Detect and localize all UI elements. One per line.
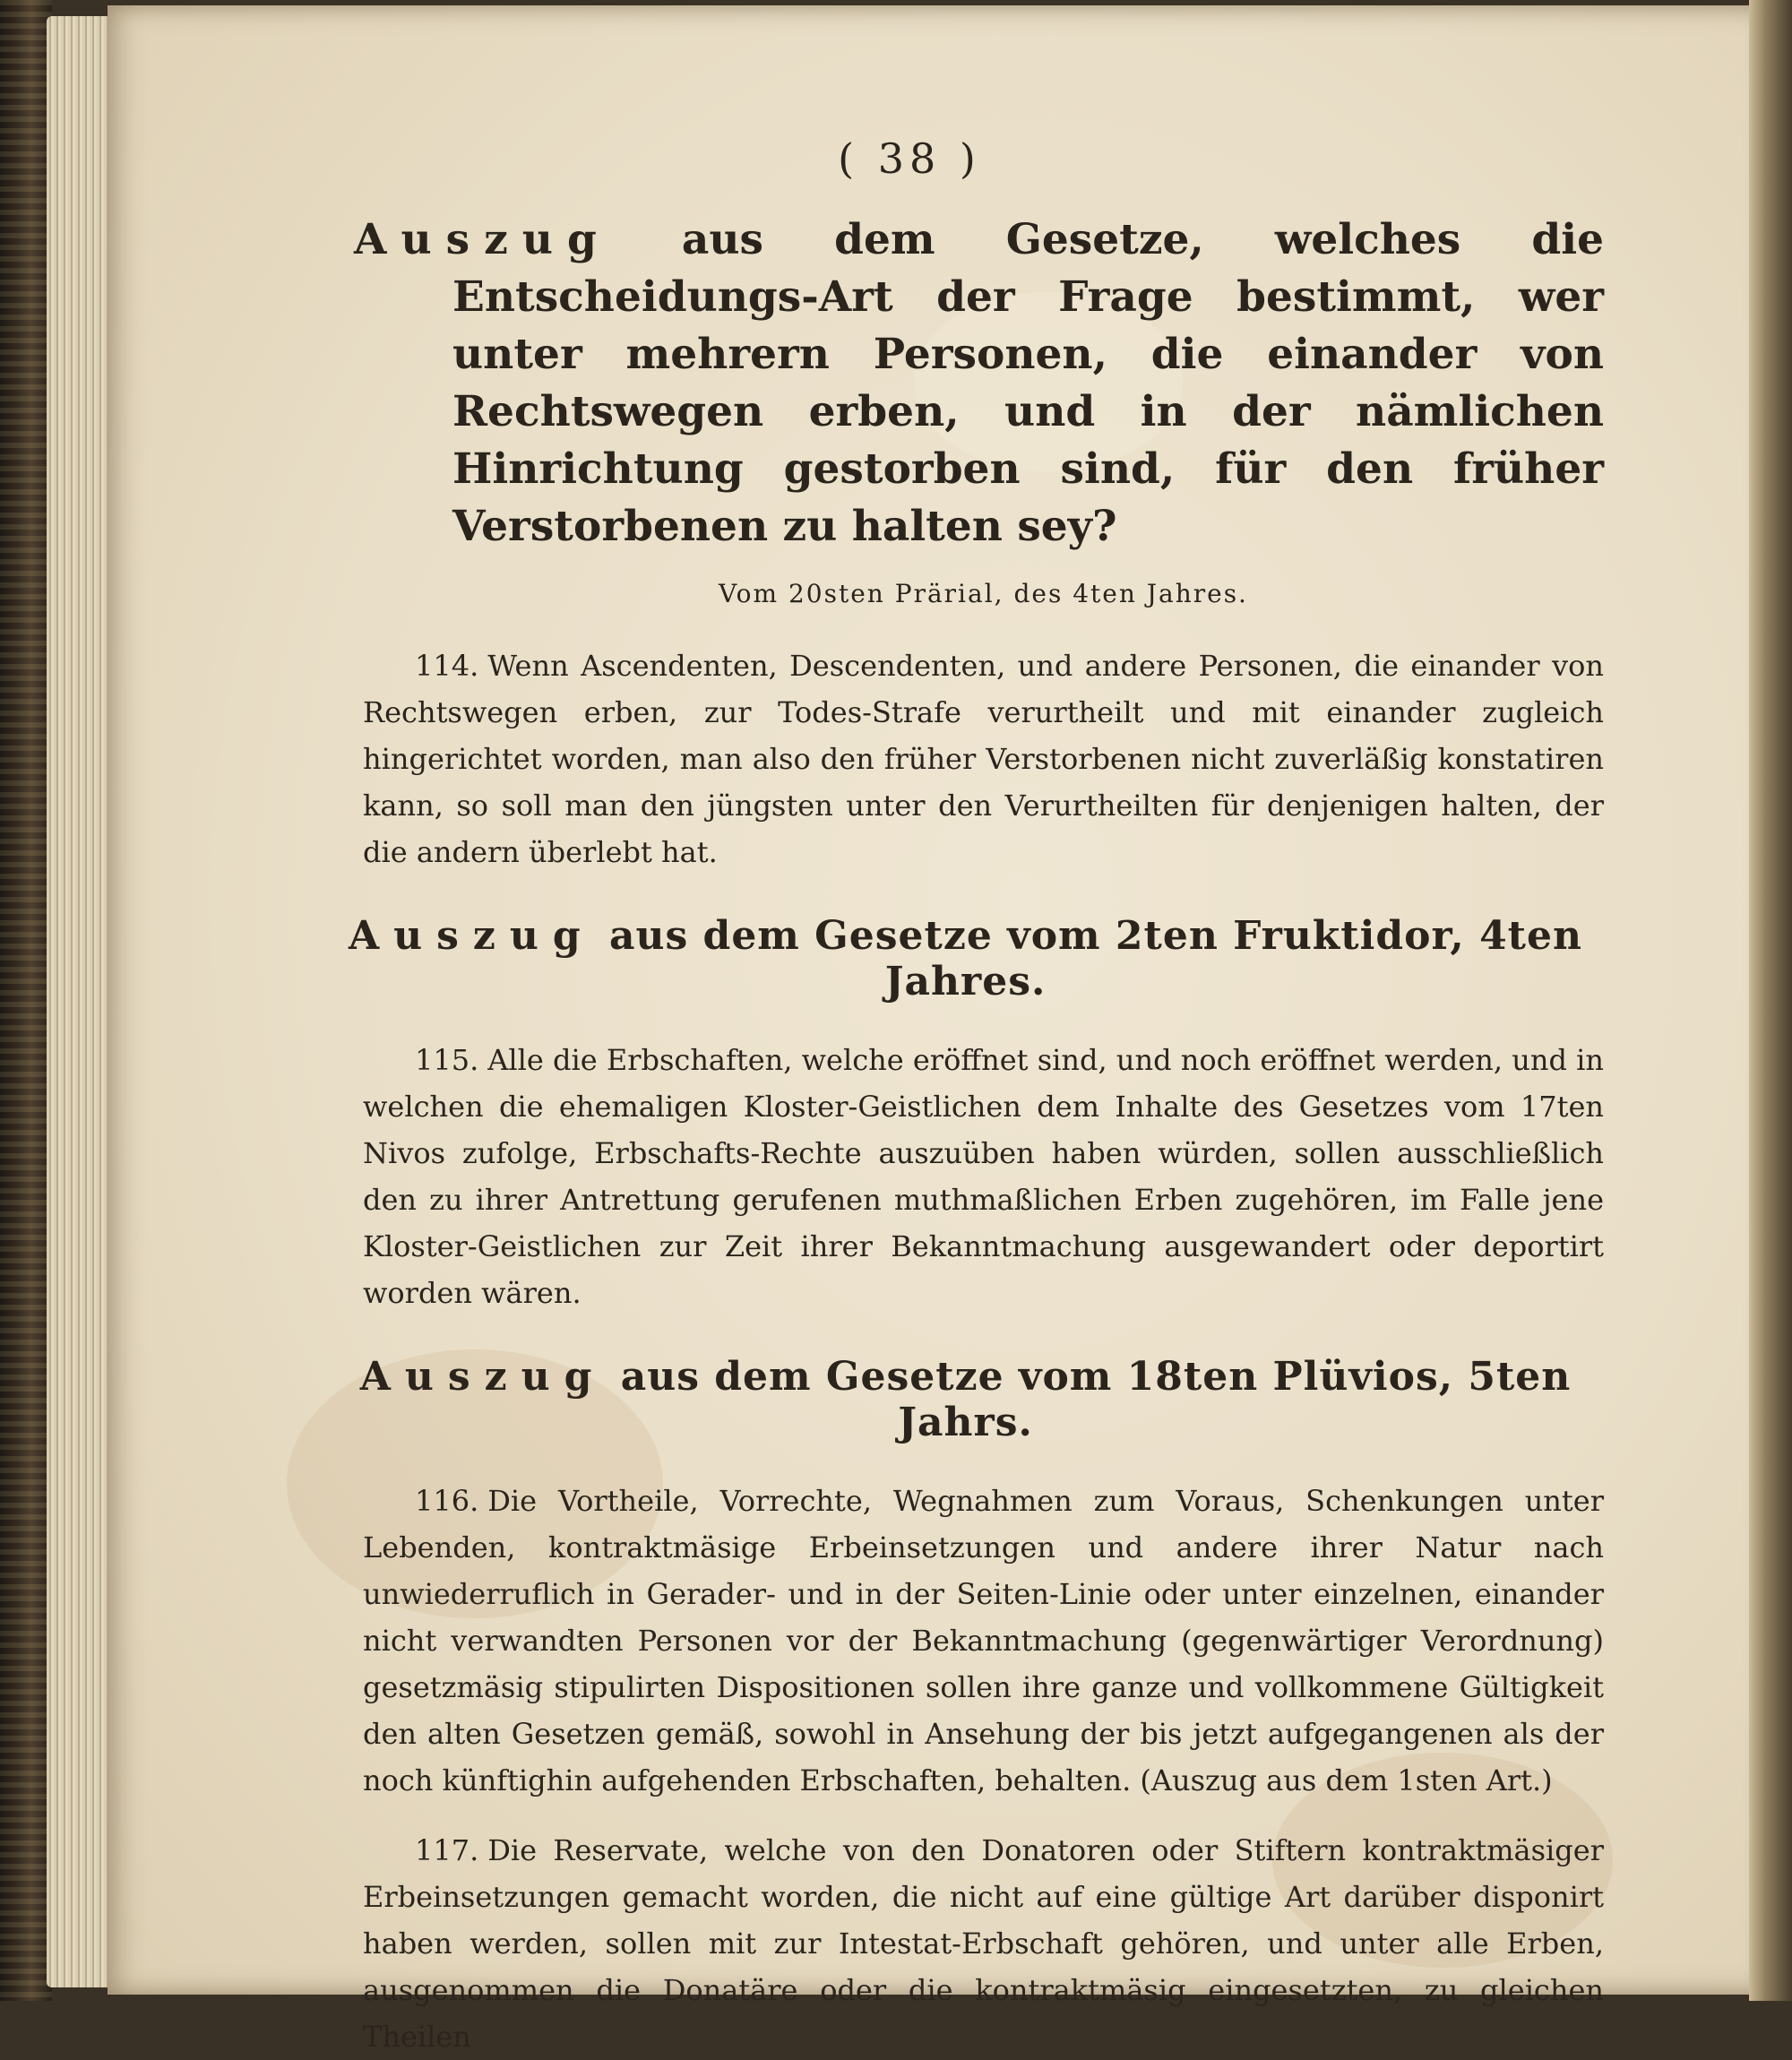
book-binding bbox=[0, 0, 52, 2001]
title-text: aus dem Gesetze, welches die Entscheidungs-Art der Frage bestimmt, wer unter mehrern Personen, die einander von Rechtswegen erben, und in der nämlichen Hinrichtung gestorben sind, für den früher Verstorbenen zu halten sey? bbox=[452, 215, 1604, 551]
paragraph-text: Alle die Erbschaften, welche eröffnet sind, und noch eröffnet werden, und in welchen die ehemaligen Kloster-Geistlichen dem Inhalte des Gesetzes vom 17ten Nivos zufolge, Erbschafts-Rechte auszuüben haben würden, sollen ausschließlich den zu ihrer Antrettung gerufenen muthmaßlichen Erben zugehören, im Falle jene Kloster-Geistlichen zur Zeit ihrer Bekanntmachung ausgewandert oder deportirt worden wären. bbox=[363, 1043, 1604, 1310]
page-content bbox=[348, 134, 1604, 2060]
paragraph-number: 115. bbox=[415, 1043, 479, 1077]
section-title bbox=[354, 211, 1604, 556]
paragraph-115 bbox=[363, 1037, 1604, 1316]
paragraph-114 bbox=[363, 642, 1604, 875]
paragraph-text: Wenn Ascendenten, Descendenten, und andere Personen, die einander von Rechtswegen erben, zur Todes-Strafe verurtheilt und mit einander zugleich hingerichtet worden, man also den früher Verstorbenen nicht zuverläßig konstatiren kann, so soll man den jüngsten unter den Verurtheilten für denjenigen halten, der die andern überlebt hat. bbox=[363, 649, 1604, 869]
paragraph-text: Die Reservate, welche von den Donatoren oder Stiftern kontraktmäsiger Erbeinsetzungen gemacht worden, die nicht auf eine gültige Art darüber disponirt haben werden, sollen mit zur Intestat-Erbschaft gehören, und unter alle Erben, ausgenommen die Donatäre oder die kontraktmäsig eingesetzten, zu gleichen Theilen bbox=[363, 1833, 1604, 2054]
dateline: Vom 20sten Prärial, des 4ten Jahres. bbox=[719, 579, 1248, 608]
heading-text: aus dem Gesetze vom 2ten Fruktidor, 4ten Jahres. bbox=[594, 913, 1582, 1004]
section-heading-fruktidor bbox=[327, 913, 1604, 1004]
page-number: ( 38 ) bbox=[838, 134, 981, 183]
heading-text: aus dem Gesetze vom 18ten Plüvios, 5ten Jahrs. bbox=[606, 1354, 1572, 1445]
paragraph-number: 116. bbox=[415, 1484, 479, 1518]
paragraph-117 bbox=[363, 1827, 1604, 2060]
paragraph-text: Die Vortheile, Vorrechte, Wegnahmen zum Voraus, Schenkungen unter Lebenden, kontraktmäsige Erbeinsetzungen und andere ihrer Natur nach unwiederruflich in Gerader- und in der Seiten-Linie oder unter einzelnen, einander nicht verwandten Personen vor der Bekanntmachung (gegenwärtiger Verordnung) gesetzmäsig stipulirten Dispositionen sollen ihre ganze und vollkommene Gültigkeit den alten Gesetzen gemäß, sowohl in Ansehung der bis jetzt aufgegangenen als der noch künftighin aufgehenden Erbschaften, behalten. (Auszug aus dem 1sten Art.) bbox=[363, 1484, 1604, 1797]
title-lead: Auszug bbox=[354, 215, 611, 264]
heading-lead: Auszug bbox=[348, 913, 595, 959]
section-heading-pluvios bbox=[327, 1354, 1604, 1445]
paragraph-116 bbox=[363, 1478, 1604, 1804]
heading-lead: Auszug bbox=[359, 1354, 607, 1400]
paragraph-number: 114. bbox=[415, 649, 479, 683]
page-gutter bbox=[1749, 0, 1792, 2001]
paragraph-number: 117. bbox=[415, 1833, 479, 1867]
